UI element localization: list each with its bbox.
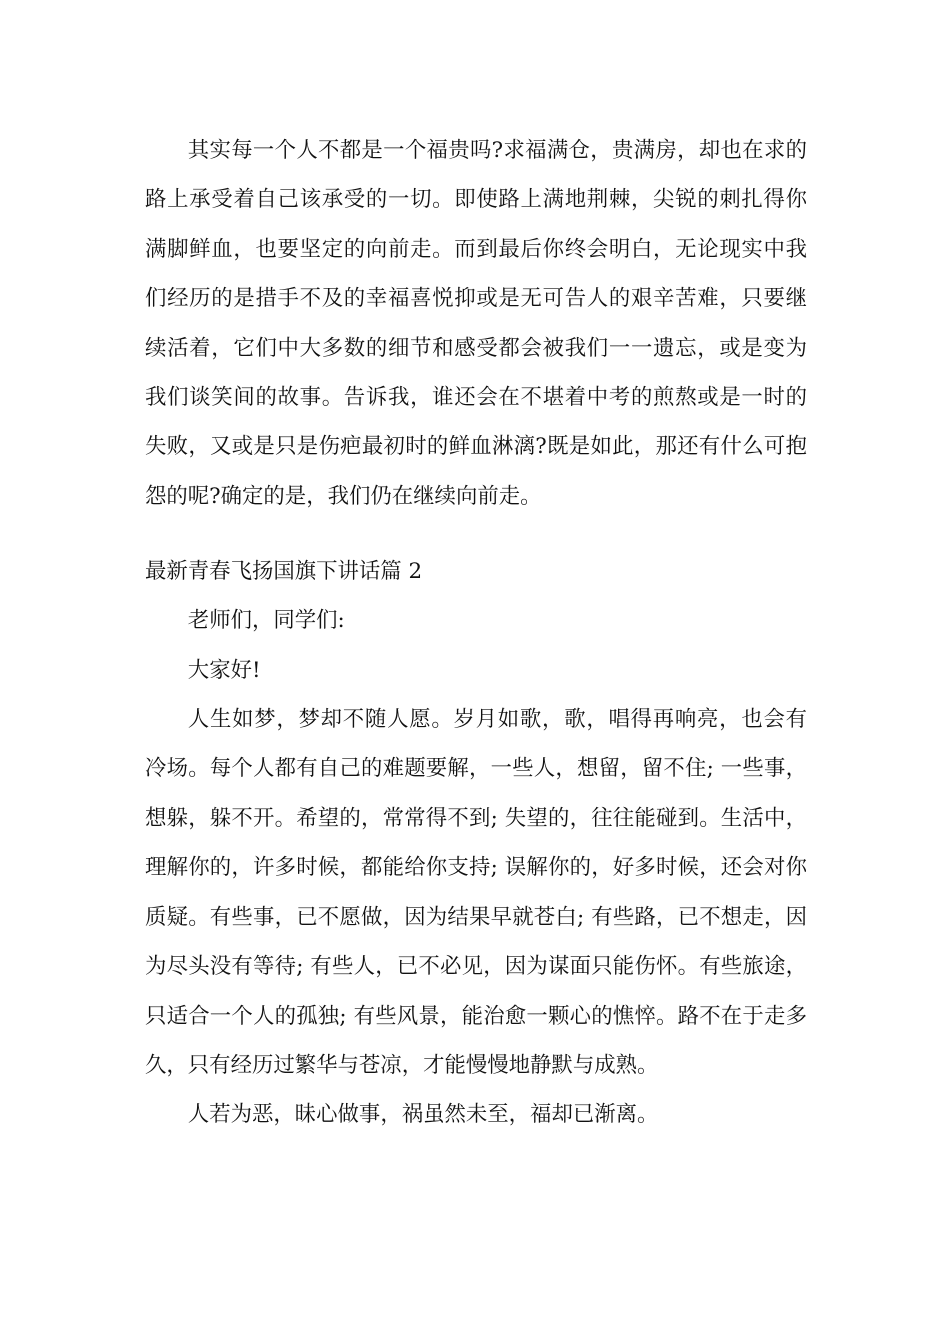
body-paragraph: 其实每一个人不都是一个福贵吗?求福满仓，贵满房，却也在求的路上承受着自己该承受的一切。即使路上满地荆棘，尖锐的刺扎得你满脚鲜血，也要坚定的向前走。而到最后你终会明白，无论现实中我们经历的是措手不及的幸福喜悦抑或是无可告人的艰辛苦难，只要继续活着，它们中大多数的细节和感受都会被我们一一遗忘，或是变为我们谈笑间的故事。告诉我，谁还会在不堪着中考的煎熬或是一时的失败，又或是只是伤疤最初时的鲜血淋漓?既是如此，那还有什么可抱怨的呢?确定的是，我们仍在继续向前走。 bbox=[145, 138, 807, 509]
body-paragraph: 人若为恶，昧心做事，祸虽然未至，福却已渐离。 bbox=[187, 1102, 659, 1128]
salutation: 老师们，同学们: bbox=[187, 608, 345, 634]
greeting: 大家好! bbox=[187, 657, 261, 683]
document-page bbox=[145, 126, 807, 1140]
section-heading: 最新青春飞扬国旗下讲话篇 2 bbox=[145, 559, 423, 585]
body-paragraph: 人生如梦，梦却不随人愿。岁月如歌，歌，唱得再响亮，也会有冷场。每个人都有自己的难题要解，一些人，想留，留不住; 一些事，想躲，躲不开。希望的，常常得不到; 失望的，往往能碰到。生活中，理解你的，许多时候，都能给你支持; 误解你的，好多时候，还会对你质疑。有些事，已不愿做，因为结果早就苍白; 有些路，已不想走，因为尽头没有等待; 有些人，已不必见，因为谋面只能伤怀。有些旅途，只适合一个人的孤独; 有些风景，能治愈一颗心的憔悴。路不在于走多久，只有经历过繁华与苍凉，才能慢慢地静默与成熟。 bbox=[145, 707, 807, 1078]
